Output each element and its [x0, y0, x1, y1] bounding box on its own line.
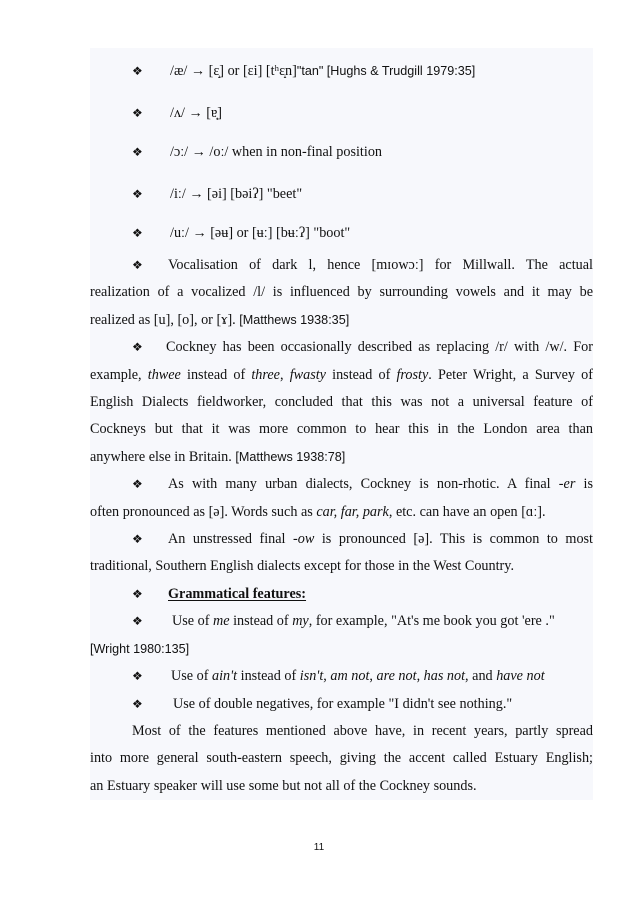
- text-line: traditional, Southern English dialects except for those in the West Country.: [90, 558, 515, 575]
- page-number: 11: [313, 842, 325, 853]
- paragraph-estuary: [90, 718, 593, 800]
- text-line: example, thwee instead of three, fwasty instead of frosty. Peter Wright, a Survey of: [90, 366, 593, 383]
- bullet-diamond-icon: ❖: [132, 696, 143, 711]
- bullet-diamond-icon: ❖: [132, 477, 143, 492]
- paragraph-r-to-w: [90, 334, 593, 471]
- text-line: realization of a vocalized /l/ is influenced by surrounding vowels and it may be: [90, 284, 593, 301]
- page-body: [90, 48, 593, 800]
- text-line: anywhere else in Britain. [Matthews 1938:78]: [90, 448, 346, 465]
- text-line: English Dialects fieldworker, concluded that this was not a universal feature of: [90, 394, 593, 411]
- text-line: ❖ As with many urban dialects, Cockney is non-rhotic. A final -er is: [90, 471, 593, 498]
- text-line: realized as [u], [o], or [ɤ]. [Matthews 1938:35]: [90, 311, 350, 328]
- text-line: ❖ Use of me instead of my, for example, "At's me book you got 'ere .": [90, 608, 593, 635]
- text-line: Most of the features mentioned above have, in recent years, partly spread: [132, 722, 593, 739]
- text-line: [90, 636, 593, 663]
- bullet-diamond-icon: ❖: [132, 532, 143, 547]
- bullet-text: /ʌ/ → [ɐ̟]: [170, 105, 223, 122]
- bullet-diamond-icon: ❖: [132, 64, 143, 79]
- bullet-diamond-icon: ❖: [132, 187, 143, 202]
- grammar-item: [90, 608, 593, 663]
- bullet-item: [90, 132, 593, 174]
- bullet-diamond-icon: ❖: [132, 145, 143, 160]
- citation: [Wright 1980:135]: [90, 641, 190, 656]
- bullet-text: /ɔː/ → /oː/ when in non-final position: [170, 144, 383, 161]
- bullet-item: [90, 216, 593, 252]
- citation: [Matthews 1938:78]: [235, 449, 346, 464]
- paragraph-non-rhotic: [90, 471, 593, 526]
- paragraph-unstressed-ow: [90, 526, 593, 581]
- paragraph-dark-l: [90, 252, 593, 334]
- bullet-diamond-icon: ❖: [132, 258, 143, 272]
- bullet-text: Use of ain't instead of isn't, am not, are not, has not, and have not: [171, 668, 545, 685]
- bullet-text: /iː/ → [əi] [bəiʔ] "beet": [170, 186, 303, 203]
- heading-text: Grammatical features:: [168, 585, 307, 602]
- text-line: often pronounced as [ə]. Words such as car, far, park, etc. can have an open [ɑː].: [90, 503, 546, 520]
- bullet-diamond-icon: ❖: [132, 340, 143, 355]
- bullet-diamond-icon: ❖: [132, 669, 143, 684]
- section-heading: [90, 581, 593, 608]
- text-line: ❖ Vocalisation of dark l, hence [mɪowɔː] for Millwall. The actual: [90, 252, 593, 279]
- bullet-item: [90, 96, 593, 132]
- text-line: an Estuary speaker will use some but not all of the Cockney sounds.: [90, 777, 477, 794]
- bullet-text: /uː/ → [əʉ] or [ʉː] [bʉːʔ] "boot": [170, 225, 351, 242]
- bullet-item: [90, 174, 593, 216]
- citation: [Matthews 1938:35]: [239, 312, 350, 327]
- grammar-item: [90, 691, 593, 718]
- bullet-text: /æ/ → [ɛ̝] or [ɛi] [tʰɛ̝n]: [170, 63, 297, 80]
- citation: "tan" [Hughs & Trudgill 1979:35]: [296, 64, 476, 79]
- bullet-text: Use of double negatives, for example "I didn't see nothing.": [173, 695, 513, 712]
- text-line: ❖ An unstressed final -ow is pronounced [ə]. This is common to most: [90, 526, 593, 553]
- grammar-item: [90, 663, 593, 690]
- bullet-diamond-icon: ❖: [132, 106, 143, 121]
- text-line: into more general south-eastern speech, giving the accent called Estuary English;: [90, 750, 593, 767]
- text-line: Cockneys but that it was more common to hear this in the London area than: [90, 421, 593, 438]
- bullet-diamond-icon: ❖: [132, 586, 143, 601]
- bullet-item: [90, 48, 593, 96]
- bullet-diamond-icon: ❖: [132, 614, 143, 629]
- text-line: ❖ Cockney has been occasionally described as replacing /r/ with /w/. For: [90, 334, 593, 361]
- bullet-diamond-icon: ❖: [132, 226, 143, 241]
